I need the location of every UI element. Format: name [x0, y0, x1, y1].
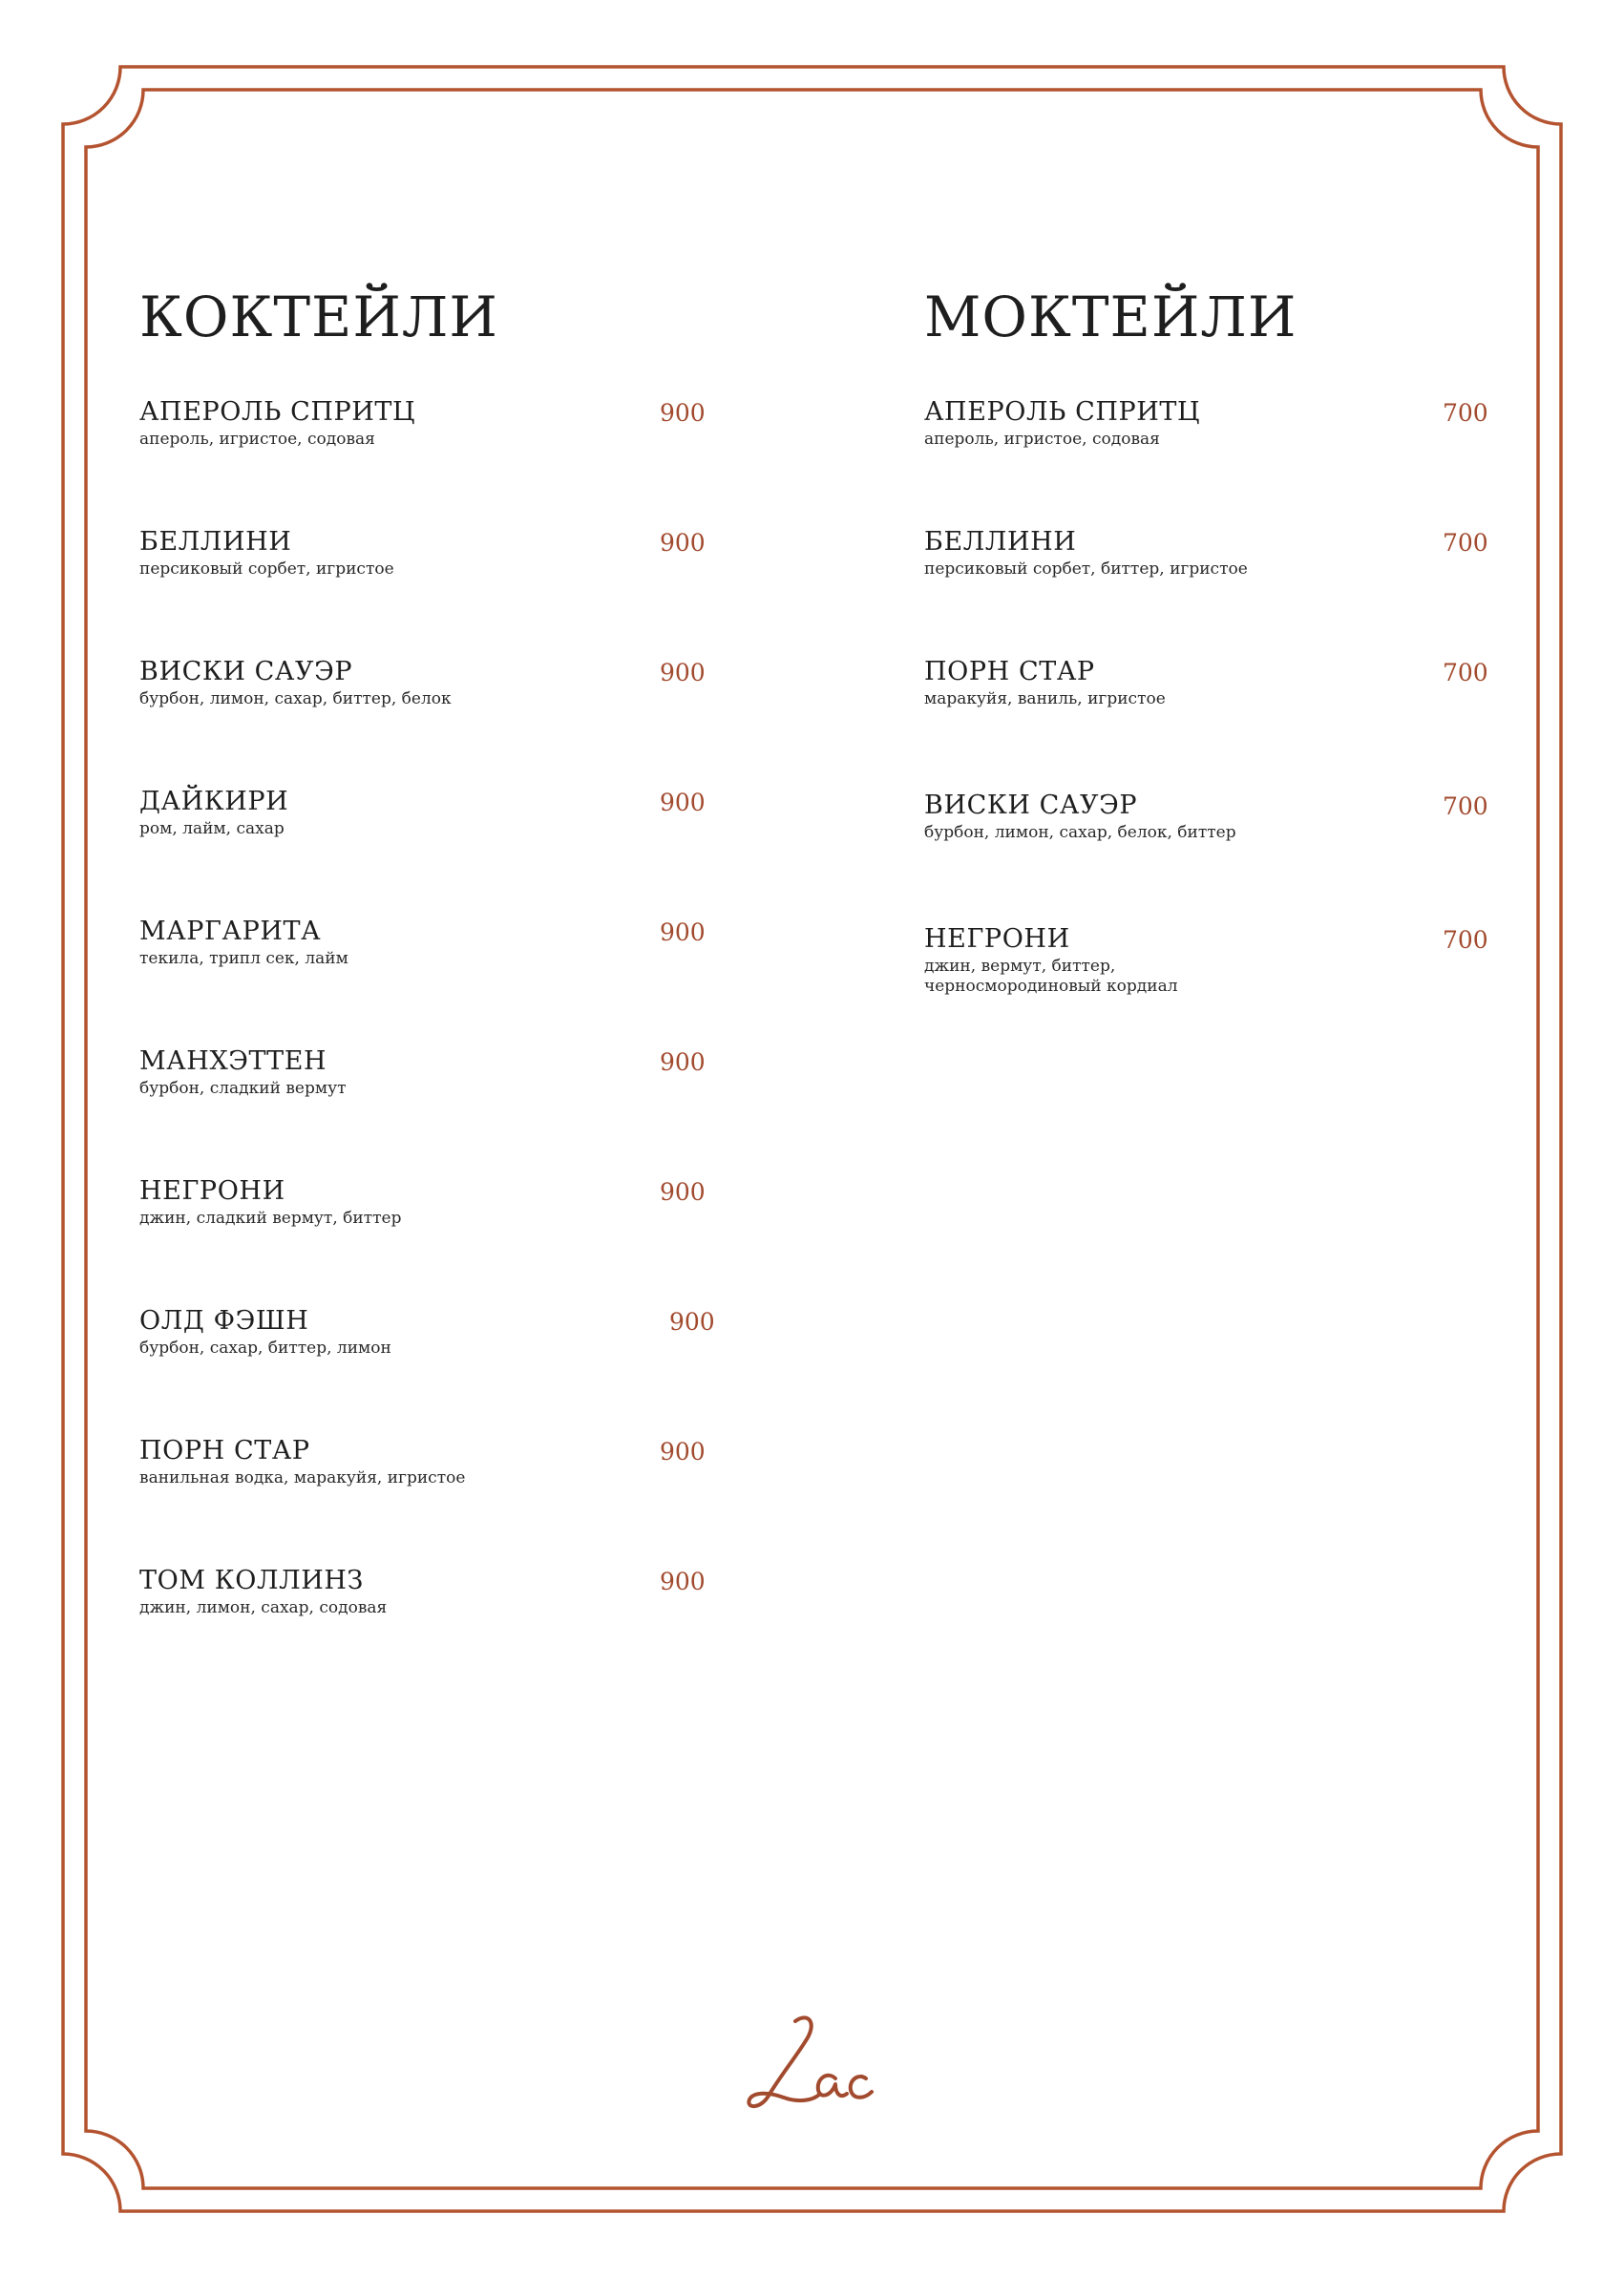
item-price: 900: [660, 659, 706, 686]
item-name: БЕЛЛИНИ: [139, 527, 292, 557]
item-name: НЕГРОНИ: [924, 924, 1070, 954]
item-price: 700: [1443, 399, 1488, 427]
item-description: бурбон, лимон, сахар, биттер, белок: [139, 689, 452, 708]
item-description: джин, сладкий вермут, биттер: [139, 1209, 402, 1228]
item-name: АПЕРОЛЬ СПРИТЦ: [139, 397, 416, 427]
item-name: ПОРН СТАР: [139, 1436, 310, 1466]
item-description: персиковый сорбет, биттер, игристое: [924, 559, 1248, 579]
item-price: 700: [1443, 659, 1488, 686]
menu-item: [139, 1566, 706, 1618]
cocktails-title: КОКТЕЙЛИ: [139, 285, 498, 349]
item-description: джин, вермут, биттер, черносмородиновый кордиал: [924, 957, 1178, 996]
item-price: 900: [660, 1438, 706, 1466]
item-price: 900: [660, 1568, 706, 1595]
menu-item: [139, 917, 706, 969]
item-description: бурбон, сахар, биттер, лимон: [139, 1339, 391, 1358]
item-price: 900: [660, 399, 706, 427]
menu-item: [139, 397, 706, 450]
item-description: ром, лайм, сахар: [139, 819, 285, 838]
item-price: 900: [660, 789, 706, 816]
item-name: ВИСКИ САУЭР: [139, 657, 353, 686]
menu-item: [924, 657, 1488, 709]
item-name: АПЕРОЛЬ СПРИТЦ: [924, 397, 1201, 427]
item-description: апероль, игристое, содовая: [924, 430, 1160, 449]
item-price: 900: [669, 1308, 715, 1336]
item-description: маракуйя, ваниль, игристое: [924, 689, 1166, 708]
item-description: персиковый сорбет, игристое: [139, 559, 394, 579]
item-price: 700: [1443, 529, 1488, 557]
item-price: 700: [1443, 792, 1488, 820]
mocktails-title: МОКТЕЙЛИ: [924, 285, 1297, 349]
item-name: ВИСКИ САУЭР: [924, 791, 1138, 820]
menu-item: [924, 397, 1488, 450]
menu-item: [139, 1306, 715, 1359]
item-description: бурбон, лимон, сахар, белок, биттер: [924, 823, 1236, 842]
menu-item: [139, 527, 706, 580]
lac-logo: [740, 2010, 893, 2124]
item-name: НЕГРОНИ: [139, 1176, 285, 1206]
menu-item: [139, 1176, 706, 1229]
item-description: джин, лимон, сахар, содовая: [139, 1598, 388, 1617]
item-description: бурбон, сладкий вермут: [139, 1079, 347, 1098]
menu-item: [924, 924, 1488, 997]
item-price: 900: [660, 1048, 706, 1076]
item-name: ТОМ КОЛЛИНЗ: [139, 1566, 364, 1595]
item-price: 900: [660, 529, 706, 557]
item-description: апероль, игристое, содовая: [139, 430, 375, 449]
item-name: МАРГАРИТА: [139, 917, 322, 946]
item-price: 900: [660, 918, 706, 946]
item-name: БЕЛЛИНИ: [924, 527, 1077, 557]
menu-item: [139, 1046, 706, 1099]
item-name: ОЛД ФЭШН: [139, 1306, 309, 1336]
item-description: текила, трипл сек, лайм: [139, 949, 348, 968]
item-description: ванильная водка, маракуйя, игристое: [139, 1468, 466, 1487]
menu-item: [924, 791, 1488, 843]
menu-item: [139, 1436, 706, 1488]
item-price: 700: [1443, 926, 1488, 954]
item-name: ДАЙКИРИ: [139, 787, 289, 816]
menu-item: [924, 527, 1488, 580]
item-name: ПОРН СТАР: [924, 657, 1095, 686]
item-price: 900: [660, 1178, 706, 1206]
item-name: МАНХЭТТЕН: [139, 1046, 327, 1076]
menu-item: [139, 657, 706, 709]
menu-item: [139, 787, 706, 839]
